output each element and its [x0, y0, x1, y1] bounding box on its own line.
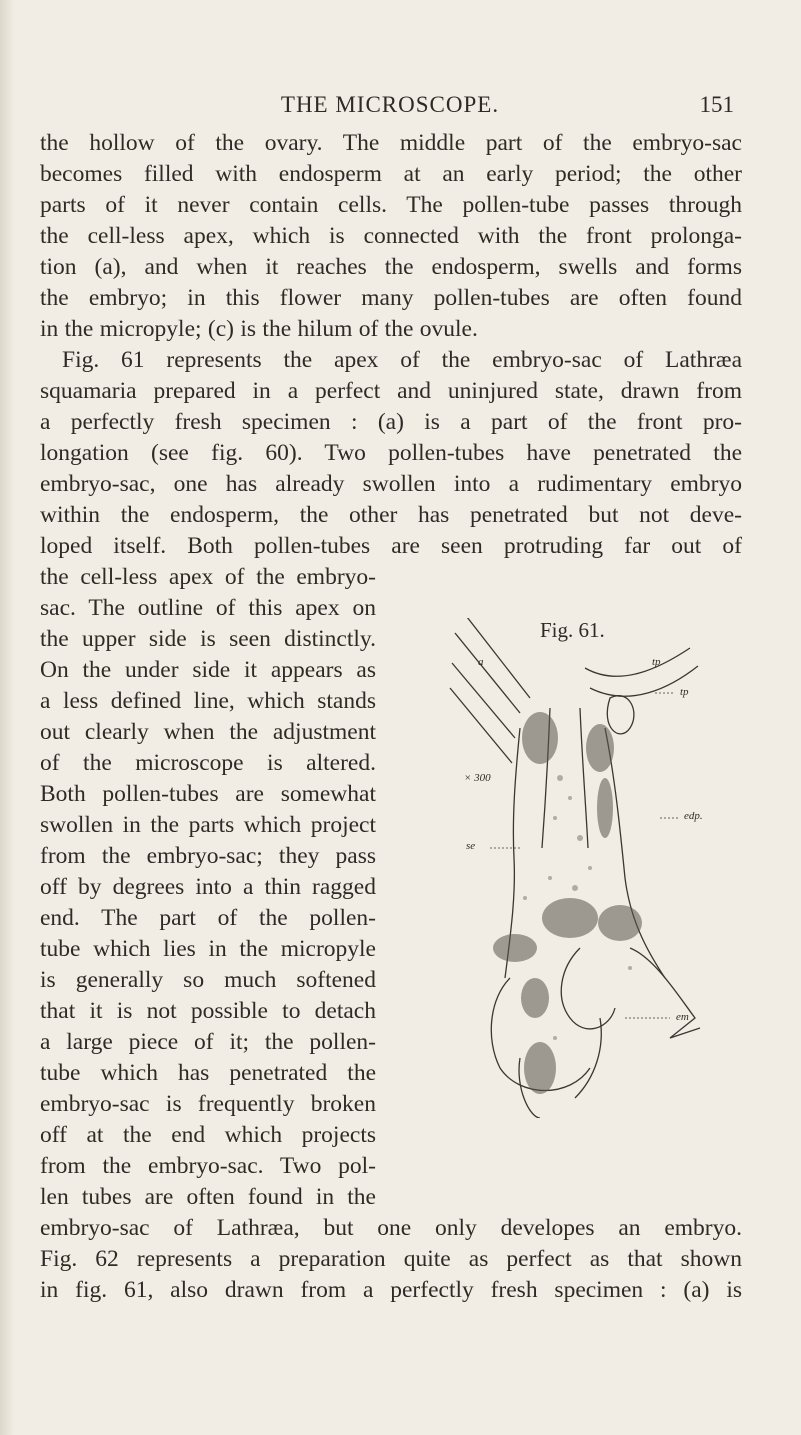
text-line: becomes filled with endosperm at an early period; the other [40, 161, 742, 187]
text-line: squamaria prepared in a perfect and uninjured state, drawn from [40, 378, 742, 404]
text-line: the embryo; in this flower many pollen-tubes are often found [40, 285, 742, 311]
text-line: loped itself. Both pollen-tubes are seen protruding far out of [40, 533, 742, 559]
text-line: embryo-sac, one has already swollen into a rudimentary embryo [40, 471, 742, 497]
figure-label-edp: edp. [684, 810, 703, 822]
text-line: embryo-sac of Lathræa, but one only developes an embryo. [40, 1215, 742, 1241]
text-line: from the embryo-sac. Two pol- [40, 1153, 376, 1179]
text-line: in the micropyle; (c) is the hilum of the ovule. [40, 316, 478, 342]
text-line: from the embryo-sac; they pass [40, 843, 376, 869]
figure-label-a: a [478, 656, 484, 668]
text-line: a perfectly fresh specimen : (a) is a part of the front pro- [40, 409, 742, 435]
text-line: off by degrees into a thin ragged [40, 874, 376, 900]
text-line: On the under side it appears as [40, 657, 376, 683]
text-line: Fig. 61 represents the apex of the embryo-sac of Lathræa [62, 347, 742, 373]
text-line: end. The part of the pollen- [40, 905, 376, 931]
text-line: a large piece of it; the pollen- [40, 1029, 376, 1055]
running-title: THE MICROSCOPE. [280, 92, 500, 117]
text-line: the hollow of the ovary. The middle part of the embryo-sac [40, 130, 742, 156]
text-line: off at the end which projects [40, 1122, 376, 1148]
text-line: sac. The outline of this apex on [40, 595, 376, 621]
text-line: tube which lies in the micropyle [40, 936, 376, 962]
text-line: in fig. 61, also drawn from a perfectly fresh specimen : (a) is [40, 1277, 742, 1303]
text-line: longation (see fig. 60). Two pollen-tubes have penetrated the [40, 440, 742, 466]
text-line: Fig. 62 represents a preparation quite as perfect as that shown [40, 1246, 742, 1272]
text-line: Both pollen-tubes are somewhat [40, 781, 376, 807]
text-line: the cell-less apex of the embryo- [40, 564, 376, 590]
text-line: tube which has penetrated the [40, 1060, 376, 1086]
text-line: len tubes are often found in the [40, 1184, 376, 1210]
figure-label-em: em [676, 1011, 689, 1023]
text-line: a less defined line, which stands [40, 688, 376, 714]
figure-caption: Fig. 61. [540, 618, 605, 642]
text-line: out clearly when the adjustment [40, 719, 376, 745]
figure-61 [430, 618, 730, 1118]
figure-label-tp-top: tp [652, 656, 661, 668]
text-line: the upper side is seen distinctly. [40, 626, 376, 652]
page-number: 151 [699, 92, 734, 117]
text-line: tion (a), and when it reaches the endosperm, swells and forms [40, 254, 742, 280]
figure-label-tp-side: tp [680, 686, 689, 698]
text-line: swollen in the parts which project [40, 812, 376, 838]
text-line: parts of it never contain cells. The pollen-tube passes through [40, 192, 742, 218]
text-line: the cell-less apex, which is connected with the front prolonga- [40, 223, 742, 249]
text-line: that it is not possible to detach [40, 998, 376, 1024]
page-edge-shadow [0, 0, 14, 1435]
figure-label-magnification: × 300 [464, 772, 491, 784]
text-line: within the endosperm, the other has penetrated but not deve- [40, 502, 742, 528]
text-line: embryo-sac is frequently broken [40, 1091, 376, 1117]
running-head [40, 92, 740, 122]
figure-label-se: se [466, 840, 476, 852]
text-line: of the microscope is altered. [40, 750, 376, 776]
text-line: is generally so much softened [40, 967, 376, 993]
